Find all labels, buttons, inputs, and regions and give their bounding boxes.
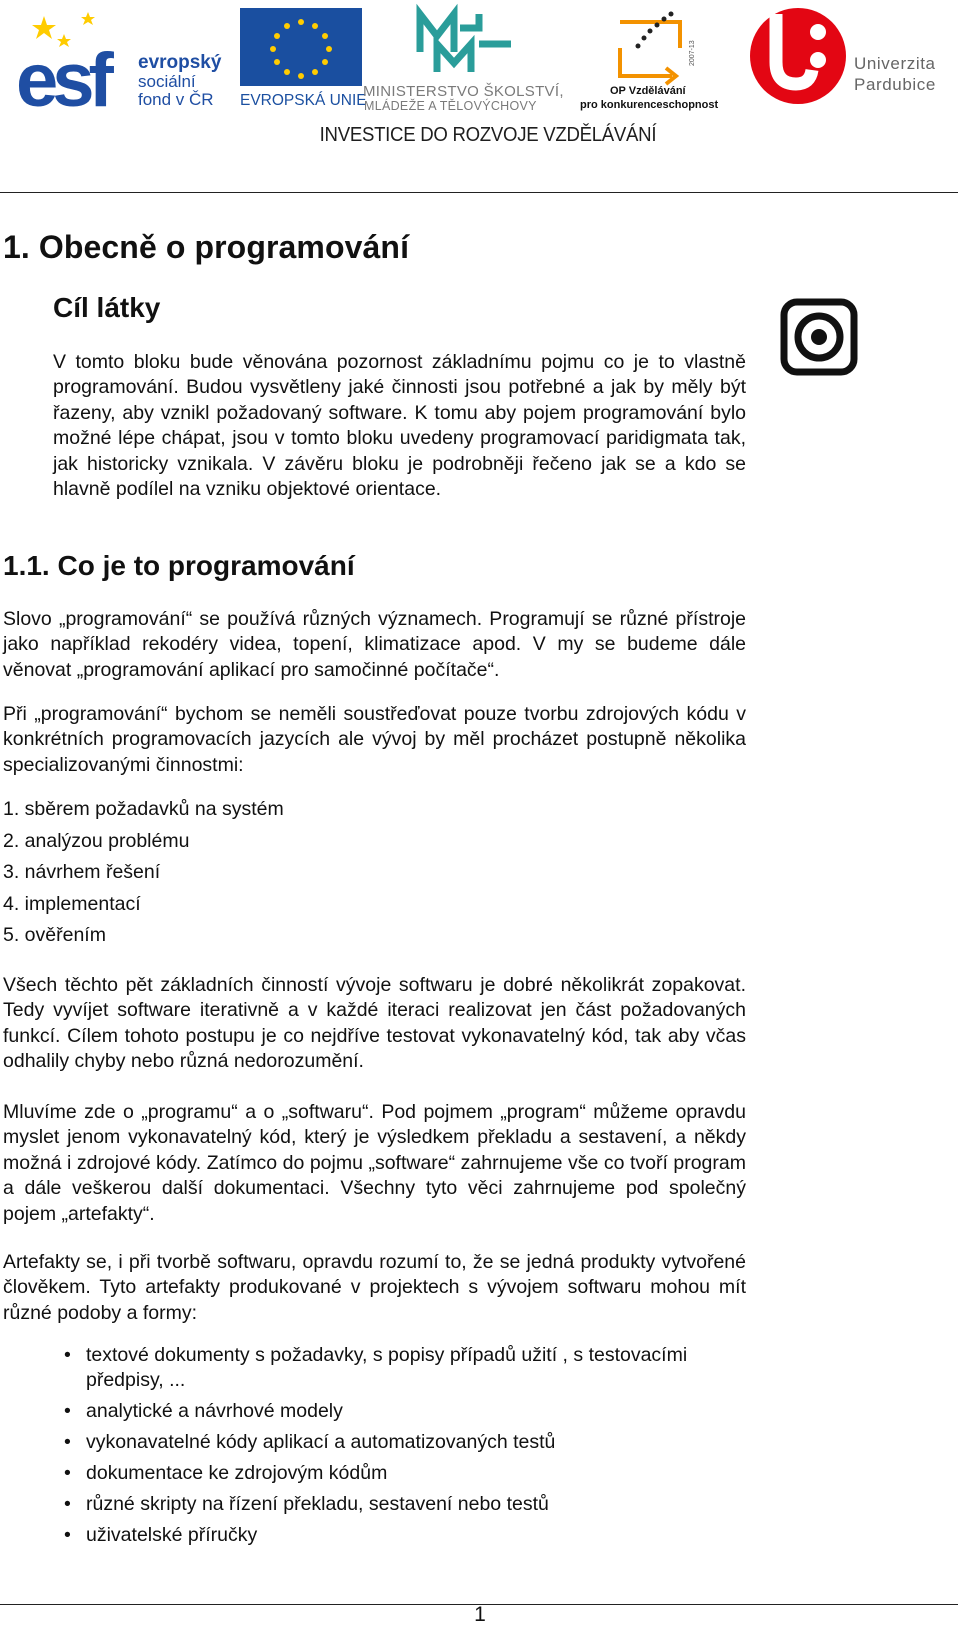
esf-text-line1: evropský (138, 52, 222, 73)
list-item (62, 1430, 752, 1455)
paragraph-1: Slovo „programování“ se používá různých významech. Programují se různé přístroje jako například rekodéry videa, topení, klimatizace apod. V my se budeme dále věnovat „programování aplikací pro samočinné počítače“. (3, 608, 746, 681)
bullet-icon: • (64, 1462, 71, 1485)
header-divider (0, 192, 958, 193)
list-item: 3. návrhem řešení (3, 861, 161, 883)
upce-dot-bottom (810, 52, 826, 68)
list-item-text: různé skripty na řízení překladu, sestavení nebo testů (86, 1493, 549, 1516)
paragraph-2: Při „programování“ bychom se neměli soustřeďovat pouze tvorbu zdrojových kódu v konkrétních programovacích jazycích ale vývoj by měl procházet postupně několika specializovanými činnostmi: (3, 703, 746, 776)
msmt-text-line1: MINISTERSTVO ŠKOLSTVÍ, (363, 83, 564, 100)
goal-heading: Cíl látky (53, 292, 161, 323)
msmt-text-line2: MLÁDEŽE A TĚLOVÝCHOVY (364, 99, 537, 113)
op-logo (580, 6, 740, 114)
list-item (62, 1399, 752, 1424)
esf-text-line3: fond v ČR (138, 90, 214, 109)
list-item-text: dokumentace ke zdrojovým kódům (86, 1462, 388, 1485)
bullet-icon: • (64, 1344, 71, 1366)
upce-text-line1: Univerzita (854, 54, 936, 73)
list-item: 1. sběrem požadavků na systém (3, 798, 284, 820)
list-item-text: textové dokumenty s požadavky, s popisy případů užití , s testovacími předpisy, ... (86, 1344, 688, 1392)
list-item-text: vykonavatelné kódy aplikací a automatizovaných testů (86, 1431, 556, 1454)
esf-logo (16, 8, 223, 123)
list-item-text: uživatelské příručky (86, 1523, 258, 1546)
section-heading: 1.1. Co je to programování (3, 550, 355, 581)
list-item: 2. analýzou problému (3, 829, 190, 852)
bullet-icon: • (64, 1523, 71, 1546)
list-item (62, 1461, 752, 1486)
esf-wordmark: esf (16, 38, 108, 123)
upce-dot-top (810, 24, 826, 40)
upce-logo (750, 4, 950, 110)
list-item (62, 1523, 752, 1548)
eu-logo (240, 8, 368, 108)
eu-label: EVROPSKÁ UNIE (240, 92, 367, 109)
target-icon (780, 298, 858, 376)
page-number-text: 1 (474, 1603, 486, 1626)
msmt-logo (363, 8, 597, 113)
list-item (62, 1492, 752, 1517)
op-dots (636, 12, 674, 49)
op-years: 2007-13 (689, 40, 696, 66)
page-number (0, 1603, 960, 1627)
paragraph-3: Všech těchto pět základních činností vývoje softwaru je dobré několikrát zopakovat. Tedy vyvíjet software iterativně a v každé iteraci realizovat jen část požadovaných funkcí. Cílem tohoto postupu je co nejdříve testovat vykonavatelný kód, tak aby včas odhalily chyby nebo různá nedorozumění. (3, 974, 746, 1073)
esf-text-line2: sociální (138, 72, 196, 91)
steps-list (3, 797, 284, 955)
bullet-icon: • (64, 1493, 71, 1516)
chapter-heading: 1. Obecně o programování (3, 229, 410, 265)
paragraph-5: Artefakty se, i při tvorbě softwaru, opravdu rozumí to, že se jedná produkty vytvořené člověkem. Tyto artefakty produkované v projektech s vývojem softwaru mohou mít různé podoby a formy: (3, 1251, 746, 1324)
list-item: 4. implementací (3, 892, 141, 915)
goal-text: V tomto bloku bude věnována pozornost základnímu pojmu co je to vlastně programování. Budou vysvětleny jaké činnosti jsou potřebné a jak by měly být řazeny, aby vznikl požadovaný software. K tomu aby pojem programování bylo možné lépe chápat, jsou v tomto bloku uvedeny programovací paridigmata tak, jak historicky vznikala. V závěru bloku je podrobněji řečeno jak se a kdo se hlavně podílel na vzniku objektové orientace. (53, 351, 746, 501)
slogan-text: INVESTICE DO ROZVOJE VZDĚLÁVÁNÍ (319, 124, 656, 146)
upce-text-line2: Pardubice (854, 75, 936, 94)
bullet-icon: • (64, 1400, 71, 1423)
artifacts-list (62, 1343, 752, 1554)
msmt-monogram (420, 14, 511, 72)
list-item: 5. ověřením (3, 924, 106, 946)
list-item-text: analytické a návrhové modely (86, 1400, 343, 1423)
paragraph-4: Mluvíme zde o „programu“ a o „softwaru“. Pod pojmem „program“ můžeme opravdu myslet jenom vykonavatelný kód, který je výsledkem překladu a sestavení, a někdy možná i zdrojové kódy. Zatímco do pojmu „software“ zahrnujeme vše co tvoří program a dále veškerou další dokumentaci. Všechny tyto věci zahrnujeme pod společný pojem „artefakty“. (3, 1101, 746, 1225)
bullet-icon: • (64, 1431, 71, 1454)
op-text-line1: OP Vzdělávání (610, 85, 686, 97)
op-text-line2: pro konkurenceschopnost (580, 99, 719, 111)
slogan (0, 124, 960, 147)
list-item (62, 1343, 752, 1394)
